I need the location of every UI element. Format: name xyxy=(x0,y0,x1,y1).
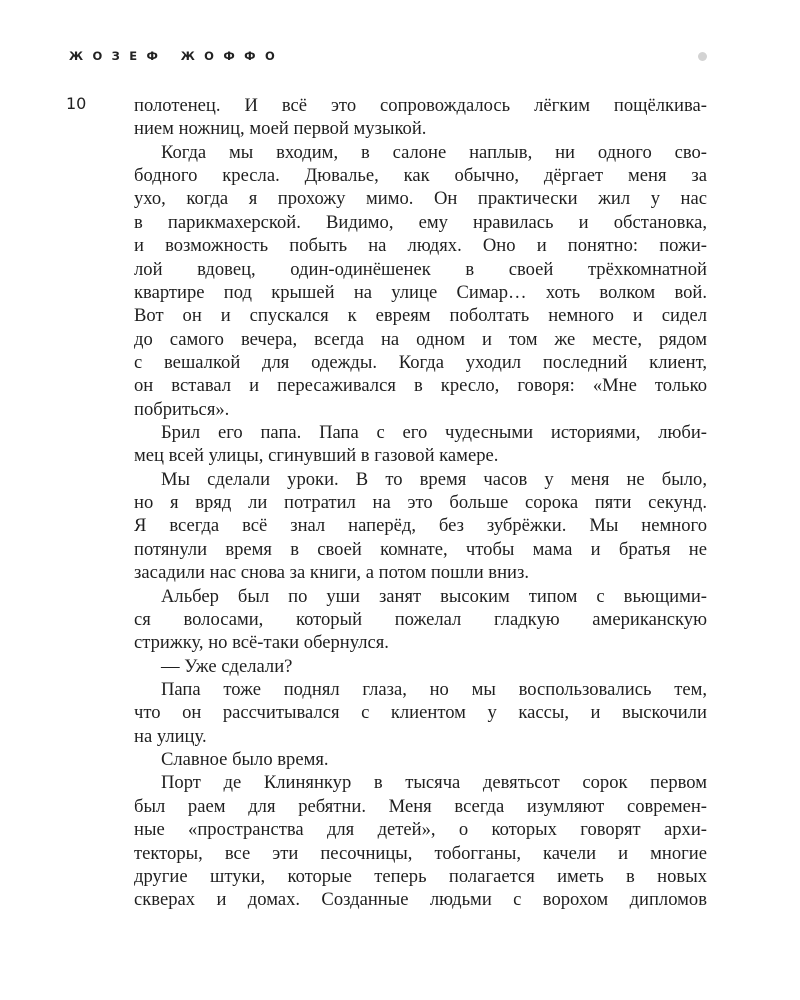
text-line: ся волосами, который пожелал гладкую американскую xyxy=(134,608,707,630)
text-line: квартире под крышей на улице Симар… хоть волком вой. xyxy=(134,281,707,303)
body-text xyxy=(134,94,707,912)
text-line: ухо, когда я прохожу мимо. Он практически жил у нас xyxy=(134,188,707,210)
text-line: на улицу. xyxy=(134,725,207,747)
text-line: что он рассчитывался с клиентом у кассы, и выскочили xyxy=(134,702,707,724)
text-line: Папа тоже поднял глаза, но мы воспользовались тем, xyxy=(161,678,707,700)
text-line: до самого вечера, всегда на одном и том же месте, рядом xyxy=(134,328,707,350)
text-line: — Уже сделали? xyxy=(161,655,293,677)
text-line: был раем для ребятни. Меня всегда изумляют современ- xyxy=(134,795,707,817)
text-line: Порт де Клинянкур в тысяча девятьсот сорок первом xyxy=(161,772,707,794)
text-line: нием ножниц, моей первой музыкой. xyxy=(134,118,427,140)
text-line: мец всей улицы, сгинувший в газовой камере. xyxy=(134,445,499,467)
text-line: Когда мы входим, в салоне наплыв, ни одного сво- xyxy=(161,141,707,163)
text-line: и возможность побыть на людях. Оно и понятно: пожи- xyxy=(134,235,707,257)
text-line: Мы сделали уроки. В то время часов у меня не было, xyxy=(161,468,707,490)
text-line: Вот он и спускался к евреям поболтать немного и сидел xyxy=(134,305,707,327)
text-line: текторы, все эти песочницы, тобогганы, качели и многие xyxy=(134,842,707,864)
page-number: 10 xyxy=(66,94,87,113)
text-line: стрижку, но всё-таки обернулся. xyxy=(134,632,389,654)
text-line: потянули время в своей комнате, чтобы мама и братья не xyxy=(134,538,707,560)
text-line: Брил его папа. Папа с его чудесными историями, люби- xyxy=(161,422,707,444)
text-line: ные «пространства для детей», о которых говорят архи- xyxy=(134,819,707,841)
text-line: Я всегда всё знал наперёд, без зубрёжки. Мы немного xyxy=(134,515,707,537)
text-line: побриться». xyxy=(134,398,230,420)
text-line: лой вдовец, один-одинёшенек в своей трёхкомнатной xyxy=(134,258,707,280)
text-line: он вставал и пересаживался в кресло, говоря: «Мне только xyxy=(134,375,707,397)
text-line: Альбер был по уши занят высоким типом с вьющими- xyxy=(161,585,707,607)
header-dot-ornament xyxy=(698,52,707,61)
text-line: в парикмахерской. Видимо, ему нравилась и обстановка, xyxy=(134,211,707,233)
text-line: с вешалкой для одежды. Когда уходил последний клиент, xyxy=(134,351,707,373)
running-header-author: ЖОЗЕФ ЖОФФО xyxy=(69,49,285,63)
text-line: Славное было время. xyxy=(161,749,329,771)
text-line: другие штуки, которые теперь полагается иметь в новых xyxy=(134,865,707,887)
text-line: скверах и домах. Созданные людьми с ворохом дипломов xyxy=(134,889,707,911)
text-line: но я вряд ли потратил на это больше сорока пяти секунд. xyxy=(134,492,707,514)
text-line: засадили нас снова за книги, а потом пошли вниз. xyxy=(134,562,529,584)
text-line: бодного кресла. Дювалье, как обычно, дёргает меня за xyxy=(134,165,707,187)
text-line: полотенец. И всё это сопровождалось лёгким пощёлкива- xyxy=(134,95,707,116)
